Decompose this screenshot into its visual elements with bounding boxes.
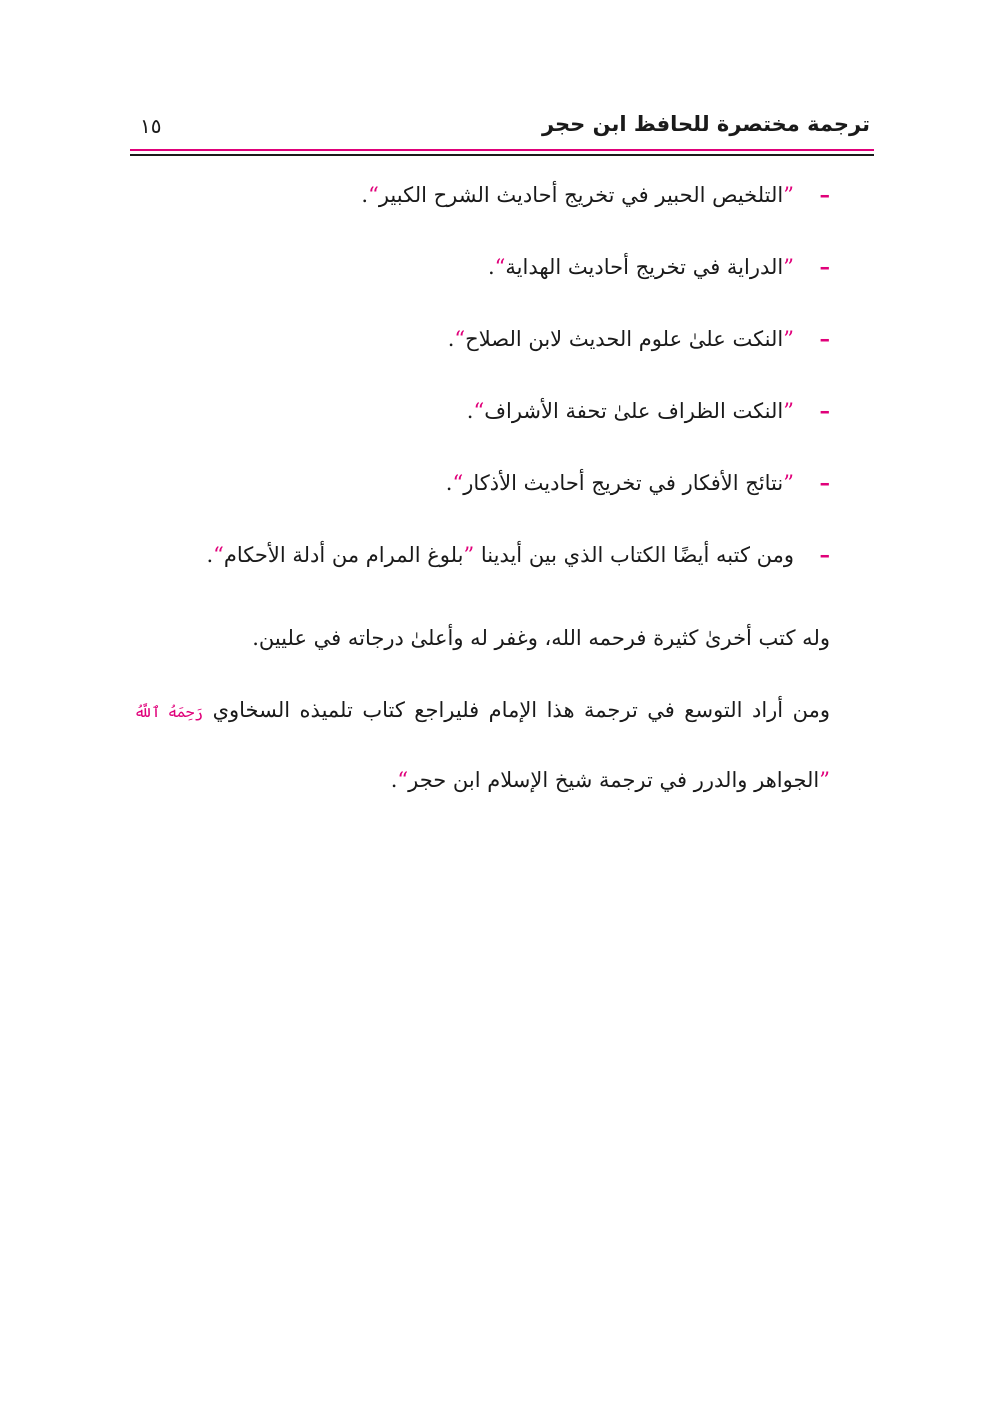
list-item-end: . <box>466 399 474 423</box>
list-item-end: . <box>445 471 453 495</box>
list-item <box>130 460 874 532</box>
list-dash: – <box>819 254 830 279</box>
close-quote: “ <box>452 471 464 495</box>
book-title: النكت علىٰ علوم الحديث لابن الصلاح <box>465 327 784 351</box>
book-title: الدراية في تخريج أحاديث الهداية <box>505 255 784 279</box>
honorific-text: رَحِمَهُ ٱللَّهُ <box>134 703 204 721</box>
header-rule-pink <box>130 149 874 151</box>
page-body <box>130 172 874 814</box>
open-quote: ” <box>783 471 794 495</box>
list-item-end: . <box>447 327 455 351</box>
list-item-prefix: ومن كتبه أيضًا الكتاب الذي بين أيدينا <box>474 543 794 567</box>
list-item <box>130 388 874 460</box>
book-title: الجواهر والدرر في ترجمة شيخ الإسلام ابن حجر <box>408 768 820 792</box>
list-dash: – <box>819 470 830 495</box>
open-quote: ” <box>819 768 830 792</box>
header-rule-black <box>130 154 874 156</box>
paragraph-text: ومن أراد التوسع في ترجمة هذا الإمام فليراجع كتاب تلميذه السخاوي <box>203 698 830 722</box>
running-title: ترجمة مختصرة للحافظ ابن حجر <box>541 112 870 136</box>
paragraph: وله كتب أخرىٰ كثيرة فرحمه الله، وغفر له وأعلىٰ درجاته في عليين. <box>252 626 830 650</box>
book-list <box>130 172 874 604</box>
open-quote: ” <box>783 399 794 423</box>
list-item <box>130 316 874 388</box>
open-quote: ” <box>783 327 794 351</box>
close-quote: “ <box>213 543 224 567</box>
open-quote: ” <box>783 183 794 207</box>
close-quote: “ <box>494 255 506 279</box>
book-title: بلوغ المرام من أدلة الأحكام <box>223 543 464 567</box>
list-dash: – <box>819 398 830 423</box>
list-item <box>130 532 874 604</box>
list-dash: – <box>819 542 830 567</box>
page-header <box>130 108 874 148</box>
list-item-end: . <box>361 183 369 207</box>
page-number: ١٥ <box>140 114 162 138</box>
paragraph <box>130 676 874 814</box>
book-title: نتائج الأفكار في تخريج أحاديث الأذكار <box>463 471 784 495</box>
list-item-end: . <box>206 543 214 567</box>
book-title: التلخيص الحبير في تخريج أحاديث الشرح الكبير <box>378 183 784 207</box>
list-dash: – <box>819 326 830 351</box>
list-item <box>130 172 874 244</box>
list-item <box>130 244 874 316</box>
book-title: النكت الظراف علىٰ تحفة الأشراف <box>484 399 784 423</box>
list-dash: – <box>819 182 830 207</box>
open-quote: ” <box>783 255 794 279</box>
paragraph-end: . <box>390 768 398 792</box>
close-quote: “ <box>454 327 466 351</box>
close-quote: “ <box>368 183 379 207</box>
list-item-end: . <box>487 255 495 279</box>
close-quote: “ <box>473 399 485 423</box>
open-quote: ” <box>463 543 475 567</box>
close-quote: “ <box>397 768 409 792</box>
